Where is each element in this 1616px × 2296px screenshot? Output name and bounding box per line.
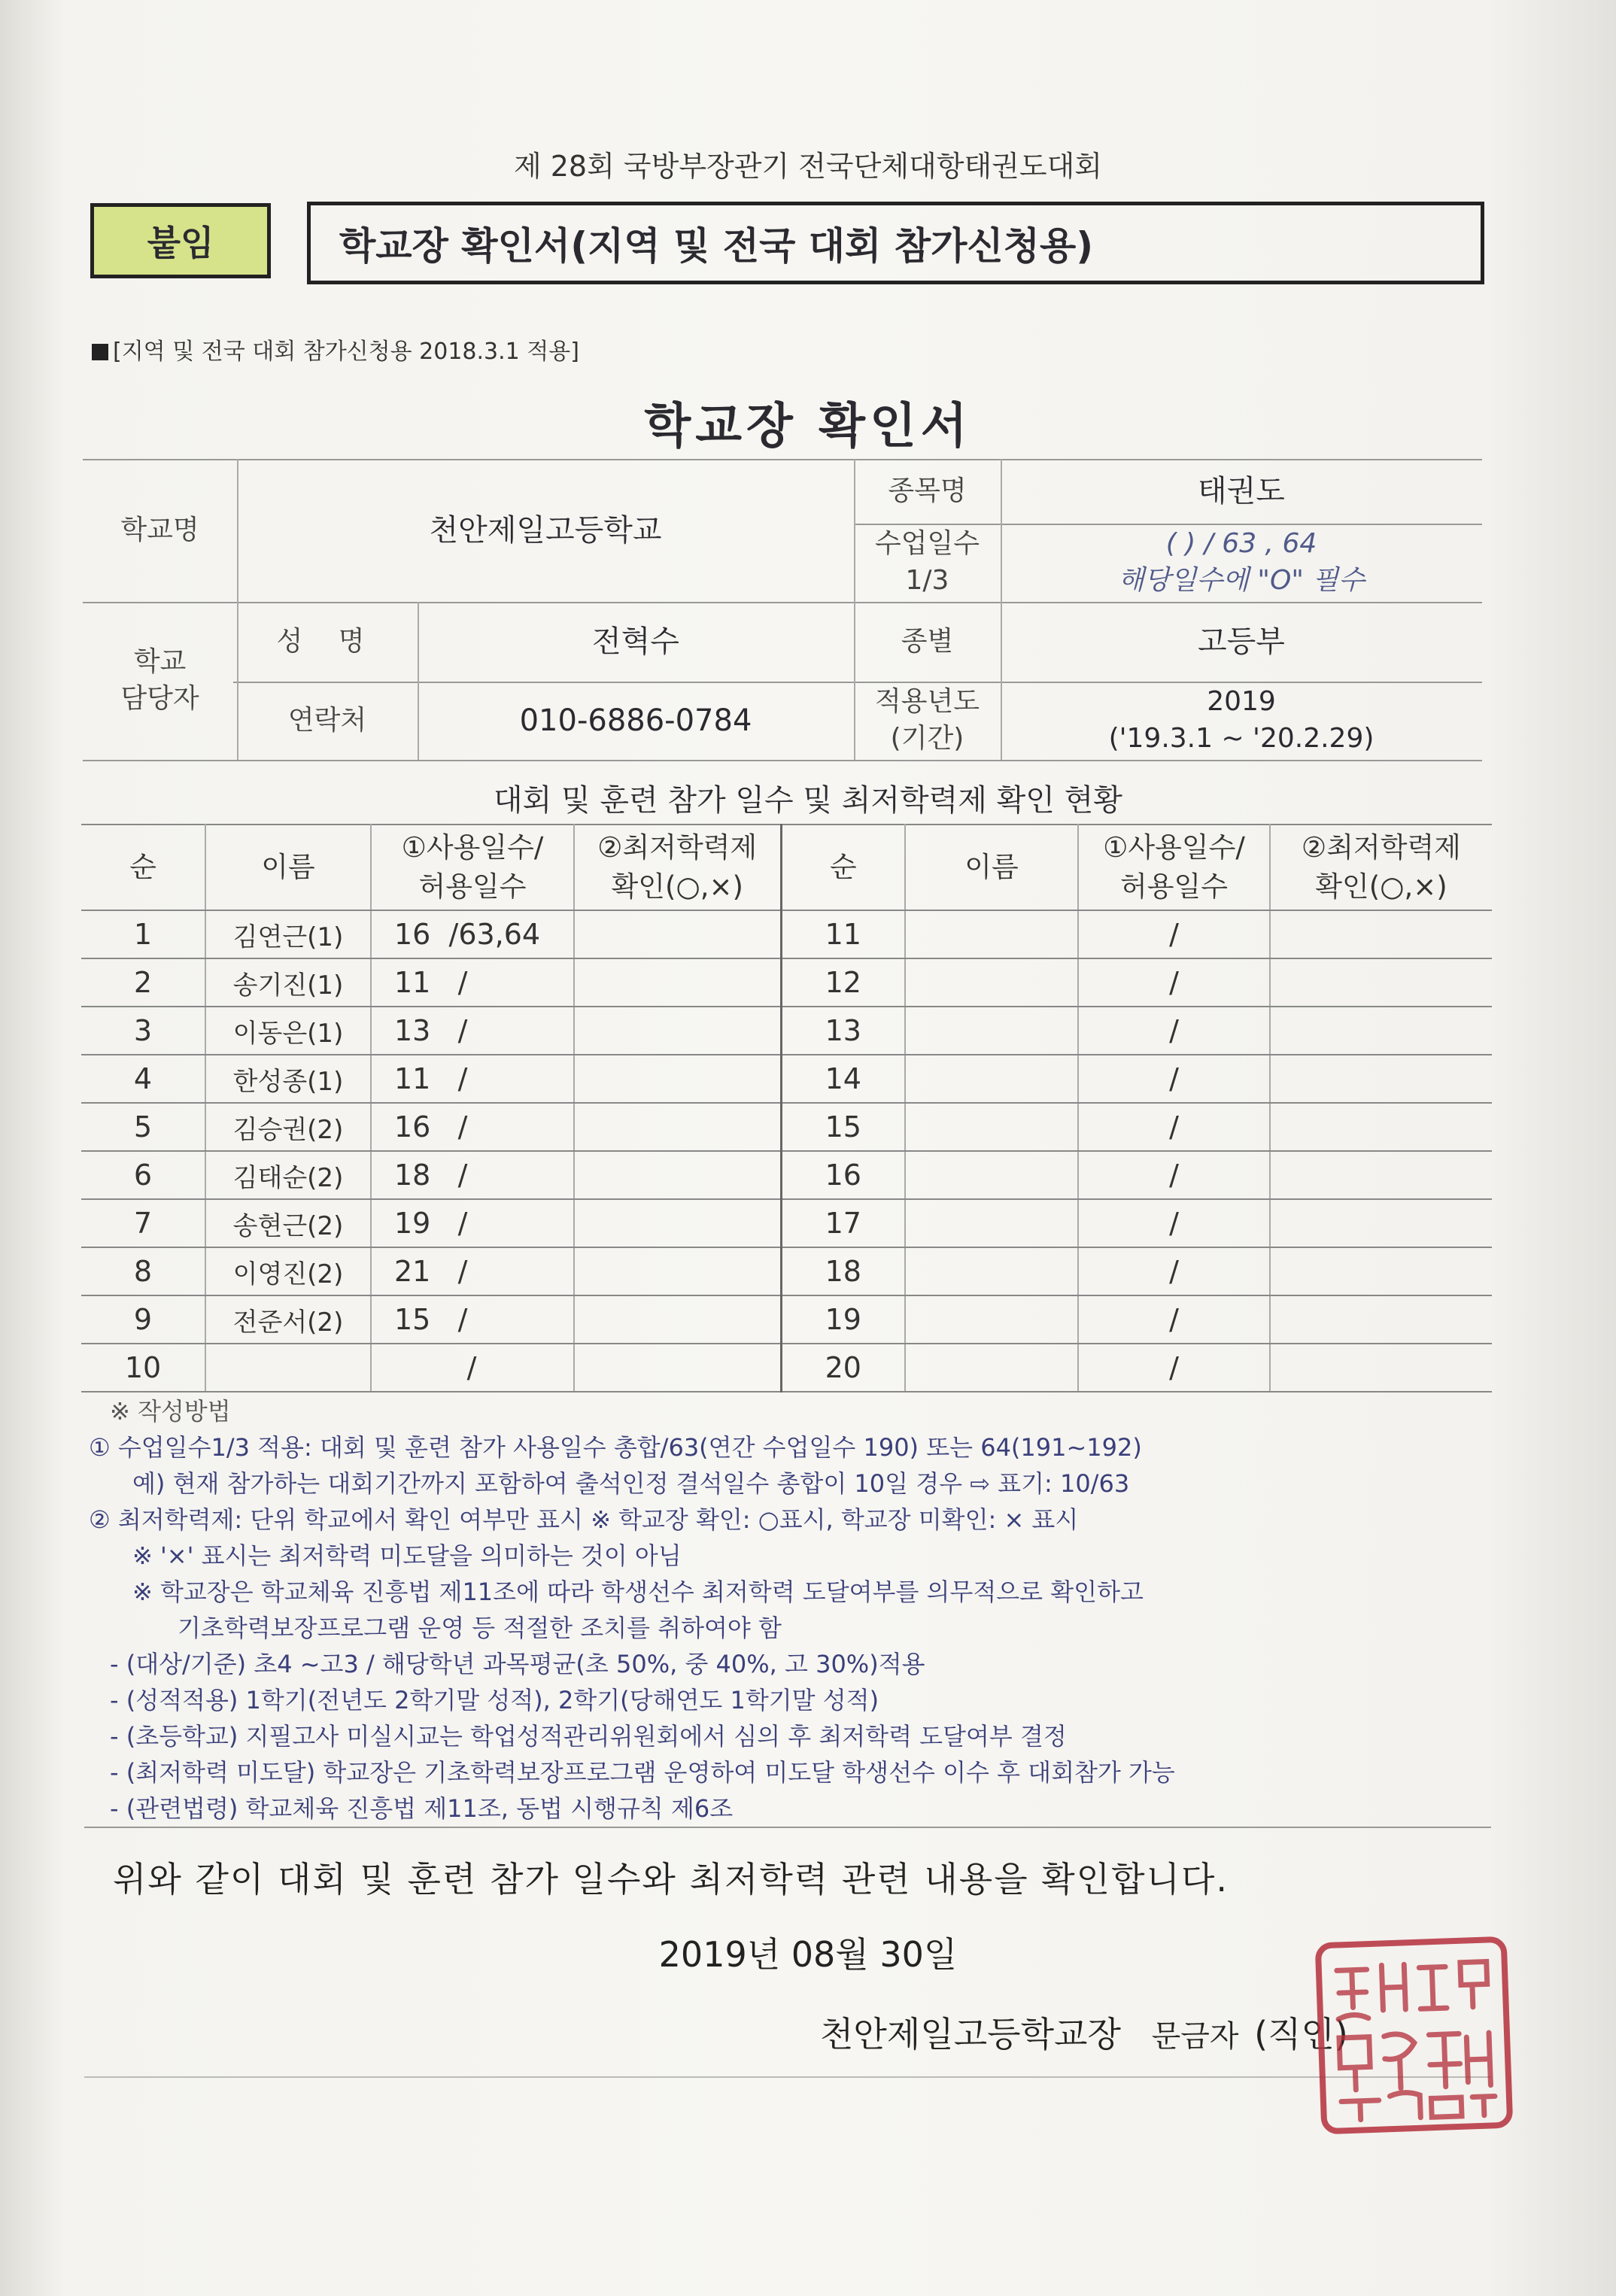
row-no: 7 [81, 1199, 205, 1247]
table-row [81, 910, 1492, 958]
row-days: 15 / [371, 1295, 574, 1344]
note-line: ※ '×' 표시는 최저학력 미도달을 의미하는 것이 아님 [132, 1541, 682, 1570]
row-check [574, 1247, 781, 1295]
table-row [81, 1247, 1492, 1295]
row-name [905, 1103, 1078, 1151]
class-days-fraction: ( ) / 63 , 64 [1165, 528, 1317, 560]
manager-name-value: 전혁수 [592, 624, 679, 659]
row-name [205, 1344, 371, 1392]
instructions [89, 1393, 1503, 1827]
row-name: 전준서(2) [205, 1295, 371, 1344]
row-check [574, 1344, 781, 1392]
school-name-value: 천안제일고등학교 [429, 513, 662, 548]
row-check [574, 958, 781, 1007]
table-row [81, 958, 1492, 1007]
row-check [1270, 1103, 1492, 1151]
table-row [81, 1151, 1492, 1199]
divider [84, 2076, 1491, 2078]
row-name [905, 958, 1078, 1007]
row-name: 김연근(1) [205, 910, 371, 958]
row-name: 한성종(1) [205, 1055, 371, 1103]
row-name [905, 1295, 1078, 1344]
row-days: / [371, 1344, 574, 1392]
row-no: 13 [781, 1007, 905, 1055]
sub-note-text: [지역 및 전국 대회 참가신청용 2018.3.1 적용] [113, 339, 579, 365]
row-check [574, 1151, 781, 1199]
header-check: ②최저학력제 확인(○,×) [574, 825, 781, 910]
row-days: / [1078, 958, 1270, 1007]
note-line: ② 최저학력제: 단위 학교에서 확인 여부만 표시 ※ 학교장 확인: ○표시, 학교장 미확인: × 표시 [89, 1505, 1079, 1534]
row-days: / [1078, 1199, 1270, 1247]
header-no: 순 [81, 825, 205, 910]
division-value: 고등부 [1198, 624, 1285, 659]
row-days: / [1078, 1295, 1270, 1344]
note-line: ① 수업일수1/3 적용: 대회 및 훈련 참가 사용일수 총합/63(연간 수업일수 190) 또는 64(191~192) [89, 1433, 1142, 1462]
row-no: 9 [81, 1295, 205, 1344]
contact-value: 010-6886-0784 [519, 703, 752, 738]
note-line: 예) 현재 참가하는 대회기간까지 포함하여 출석인정 결석일수 총합이 10일 경우 ⇨ 표기: 10/63 [132, 1469, 1130, 1498]
section-title: 대회 및 훈련 참가 일수 및 최저학력제 확인 현황 [494, 783, 1122, 818]
row-check [574, 1007, 781, 1055]
row-name [905, 1344, 1078, 1392]
header-days: ①사용일수/ 허용일수 [371, 825, 574, 910]
row-name [905, 1007, 1078, 1055]
period-value: ('19.3.1 ~ '20.2.29) [1108, 723, 1375, 754]
header-name: 이름 [205, 825, 371, 910]
event-value: 태권도 [1198, 474, 1285, 509]
row-no: 8 [81, 1247, 205, 1295]
row-name [905, 910, 1078, 958]
row-check [1270, 1247, 1492, 1295]
row-no: 6 [81, 1151, 205, 1199]
row-days: 21 / [371, 1247, 574, 1295]
form-title: 학교장 확인서(지역 및 전국 대회 참가신청용) [307, 202, 1484, 284]
header-no: 순 [781, 825, 905, 910]
row-no: 16 [781, 1151, 905, 1199]
issue-date: 2019년 08월 30일 [658, 1934, 958, 1975]
header-name: 이름 [905, 825, 1078, 910]
row-check [1270, 1007, 1492, 1055]
row-no: 18 [781, 1247, 905, 1295]
contest-name: 제 28회 국방부장관기 전국단체대항태권도대회 [513, 150, 1103, 183]
note-line: - (초등학교) 지필고사 미실시교는 학업성적관리위원회에서 심의 후 최저학력 도달여부 결정 [110, 1722, 1067, 1751]
row-days: 19 / [371, 1199, 574, 1247]
row-check [1270, 958, 1492, 1007]
row-no: 3 [81, 1007, 205, 1055]
row-no: 2 [81, 958, 205, 1007]
table-row [81, 1295, 1492, 1344]
row-no: 12 [781, 958, 905, 1007]
event-label: 종목명 [888, 475, 967, 506]
principal-title: 천안제일고등학교장 [820, 2014, 1121, 2055]
row-check [1270, 1151, 1492, 1199]
divider [84, 1827, 1491, 1828]
row-days: 11 / [371, 1055, 574, 1103]
row-no: 1 [81, 910, 205, 958]
manager-name-label: 성 명 [276, 625, 378, 657]
note-line: - (관련법령) 학교체육 진흥법 제11조, 동법 시행규칙 제6조 [110, 1794, 734, 1823]
row-no: 15 [781, 1103, 905, 1151]
row-check [1270, 1199, 1492, 1247]
note-line: - (최저학력 미도달) 학교장은 기초학력보장프로그램 운영하여 미도달 학생선수 이수 후 대회참가 가능 [110, 1758, 1175, 1787]
note-line: ※ 학교장은 학교체육 진흥법 제11조에 따라 학생선수 최저학력 도달여부를 의무적으로 확인하고 [132, 1578, 1144, 1606]
row-name: 이동은(1) [205, 1007, 371, 1055]
class-days-label: 수업일수 1/3 [874, 528, 980, 596]
row-check [1270, 910, 1492, 958]
row-name [905, 1055, 1078, 1103]
notes-heading: ※ 작성방법 [110, 1397, 231, 1426]
square-bullet-icon [92, 344, 108, 360]
seal-icon [1321, 1942, 1507, 2128]
row-check [1270, 1344, 1492, 1392]
row-days: / [1078, 1151, 1270, 1199]
division-label: 종별 [901, 625, 954, 657]
row-name [905, 1199, 1078, 1247]
row-check [574, 1055, 781, 1103]
row-days: / [1078, 910, 1270, 958]
year-value-block [1001, 682, 1482, 760]
header-check: ②최저학력제 확인(○,×) [1270, 825, 1492, 910]
row-days: 13 / [371, 1007, 574, 1055]
table-row [81, 1007, 1492, 1055]
table-row [81, 1055, 1492, 1103]
row-no: 14 [781, 1055, 905, 1103]
row-no: 20 [781, 1344, 905, 1392]
seal-mark: (직인) [1254, 2014, 1348, 2055]
principal-name: 문금자 [1151, 2019, 1239, 2054]
info-grid [83, 459, 1482, 760]
header-days: ①사용일수/ 허용일수 [1078, 825, 1270, 910]
row-days: / [1078, 1103, 1270, 1151]
row-name: 이영진(2) [205, 1247, 371, 1295]
roster-table [81, 824, 1492, 1392]
row-no: 5 [81, 1103, 205, 1151]
row-days: 11 / [371, 958, 574, 1007]
row-name: 김태순(2) [205, 1151, 371, 1199]
row-check [574, 1103, 781, 1151]
sub-note [92, 333, 579, 366]
row-check [574, 910, 781, 958]
row-no: 4 [81, 1055, 205, 1103]
row-days: 18 / [371, 1151, 574, 1199]
row-days: / [1078, 1007, 1270, 1055]
attachment-label: 붙임 [90, 203, 271, 278]
row-days: 16 / [371, 1103, 574, 1151]
row-days: / [1078, 1247, 1270, 1295]
document-title: 학교장 확인서 [644, 399, 972, 454]
row-check [1270, 1295, 1492, 1344]
class-days-note: 해당일수에 "O" 필수 [1118, 565, 1365, 596]
row-name [905, 1151, 1078, 1199]
row-name: 송기진(1) [205, 958, 371, 1007]
row-check [1270, 1055, 1492, 1103]
row-name [905, 1247, 1078, 1295]
row-name: 송현근(2) [205, 1199, 371, 1247]
row-check [574, 1199, 781, 1247]
signature-line [820, 2007, 1348, 2057]
row-days: / [1078, 1344, 1270, 1392]
class-days-value [1001, 524, 1482, 602]
note-line: - (성적적용) 1학기(전년도 2학기말 성적), 2학기(당해연도 1학기말 성적) [110, 1686, 879, 1714]
year-value: 2019 [1207, 686, 1276, 718]
school-name-label: 학교명 [120, 514, 199, 545]
row-name: 김승권(2) [205, 1103, 371, 1151]
contact-label: 연락처 [287, 704, 367, 736]
note-line: - (대상/기준) 초4 ~고3 / 해당학년 과목평균(초 50%, 중 40%, 고 30%)적용 [110, 1650, 925, 1678]
confirmation-statement: 위와 같이 대회 및 훈련 참가 일수와 최저학력 관련 내용을 확인합니다. [113, 1859, 1229, 1900]
note-line: 기초학력보장프로그램 운영 등 적절한 조치를 취하여야 함 [178, 1614, 782, 1642]
row-days: 16 /63,64 [371, 910, 574, 958]
row-no: 10 [81, 1344, 205, 1392]
year-label: 적용년도 (기간) [874, 686, 980, 754]
manager-label: 학교 담당자 [120, 646, 199, 714]
row-no: 11 [781, 910, 905, 958]
row-no: 17 [781, 1199, 905, 1247]
row-no: 19 [781, 1295, 905, 1344]
table-row [81, 1344, 1492, 1392]
row-check [574, 1295, 781, 1344]
row-days: / [1078, 1055, 1270, 1103]
official-seal [1315, 1936, 1514, 2135]
table-row [81, 1103, 1492, 1151]
roster-header-row [81, 825, 1492, 910]
table-row [81, 1199, 1492, 1247]
